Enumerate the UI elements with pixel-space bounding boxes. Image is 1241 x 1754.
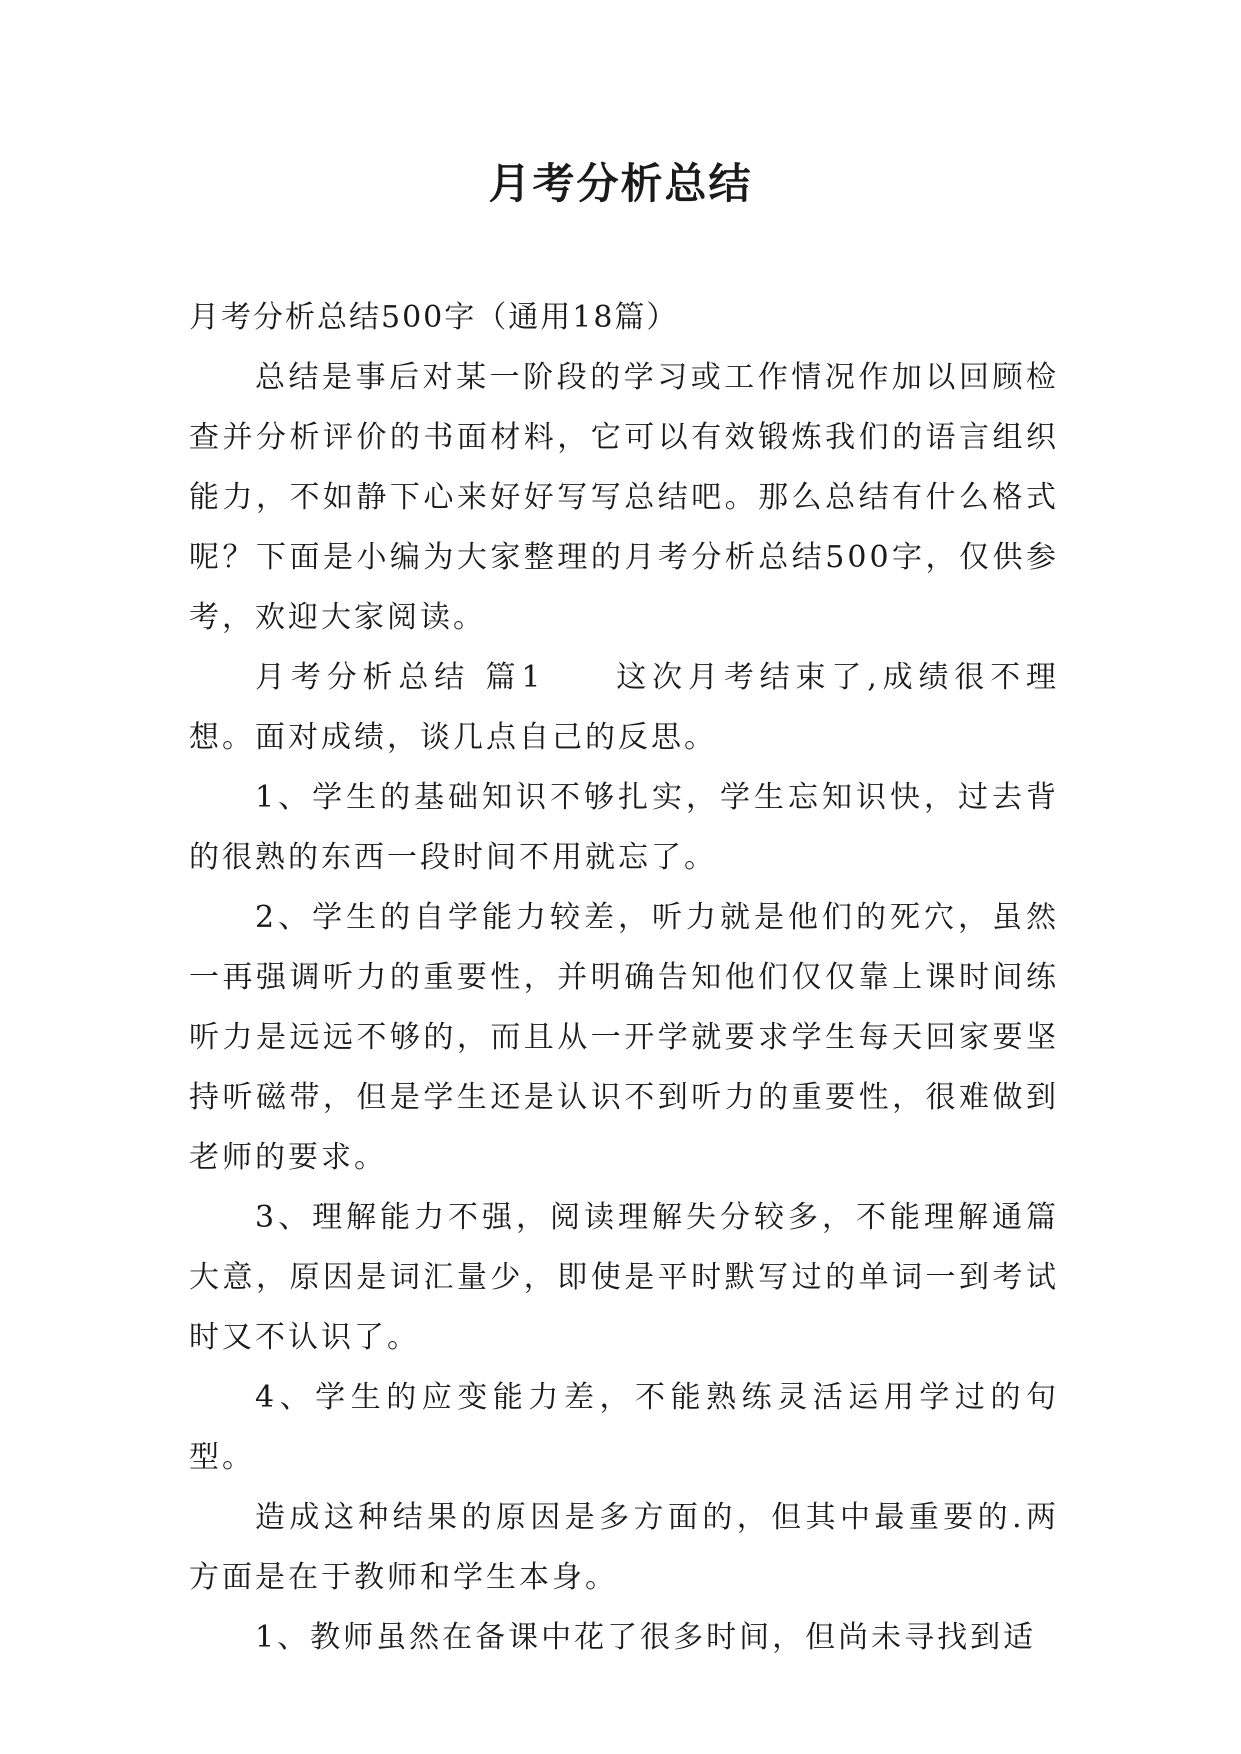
point-1: 1、学生的基础知识不够扎实，学生忘知识快，过去背的很熟的东西一段时间不用就忘了。 (189, 780, 1059, 875)
section-1-lead: 这次月考结束了,成绩很不理想。面对成绩，谈几点自己的反思。 (189, 660, 1059, 755)
section-1-heading: 月考分析总结 篇1 (255, 660, 544, 695)
teacher-point-1: 1、教师虽然在备课中花了很多时间，但尚未寻找到适 (255, 1620, 1037, 1655)
cause-paragraph: 造成这种结果的原因是多方面的，但其中最重要的.两方面是在于教师和学生本身。 (189, 1500, 1059, 1595)
intro-paragraph: 总结是事后对某一阶段的学习或工作情况作加以回顾检查并分析评价的书面材料，它可以有效锻炼我们的语言组织能力，不如静下心来好好写写总结吧。那么总结有什么格式呢？下面是小编为大家整理的月考分析总结500字，仅供参考，欢迎大家阅读。 (189, 360, 1059, 635)
section-1-paragraph (189, 648, 1059, 768)
point-4: 4、学生的应变能力差，不能熟练灵活运用学过的句型。 (189, 1380, 1059, 1475)
document-title: 月考分析总结 (488, 159, 753, 208)
point-3: 3、理解能力不强，阅读理解失分较多，不能理解通篇大意，原因是词汇量少，即使是平时默写过的单词一到考试时又不认识了。 (189, 1200, 1059, 1355)
document-body (189, 288, 1059, 1668)
document-subtitle: 月考分析总结500字（通用18篇） (189, 300, 679, 335)
point-2: 2、学生的自学能力较差，听力就是他们的死穴，虽然一再强调听力的重要性，并明确告知他们仅仅靠上课时间练听力是远远不够的，而且从一开学就要求学生每天回家要坚持听磁带，但是学生还是认识不到听力的重要性，很难做到老师的要求。 (189, 900, 1059, 1175)
